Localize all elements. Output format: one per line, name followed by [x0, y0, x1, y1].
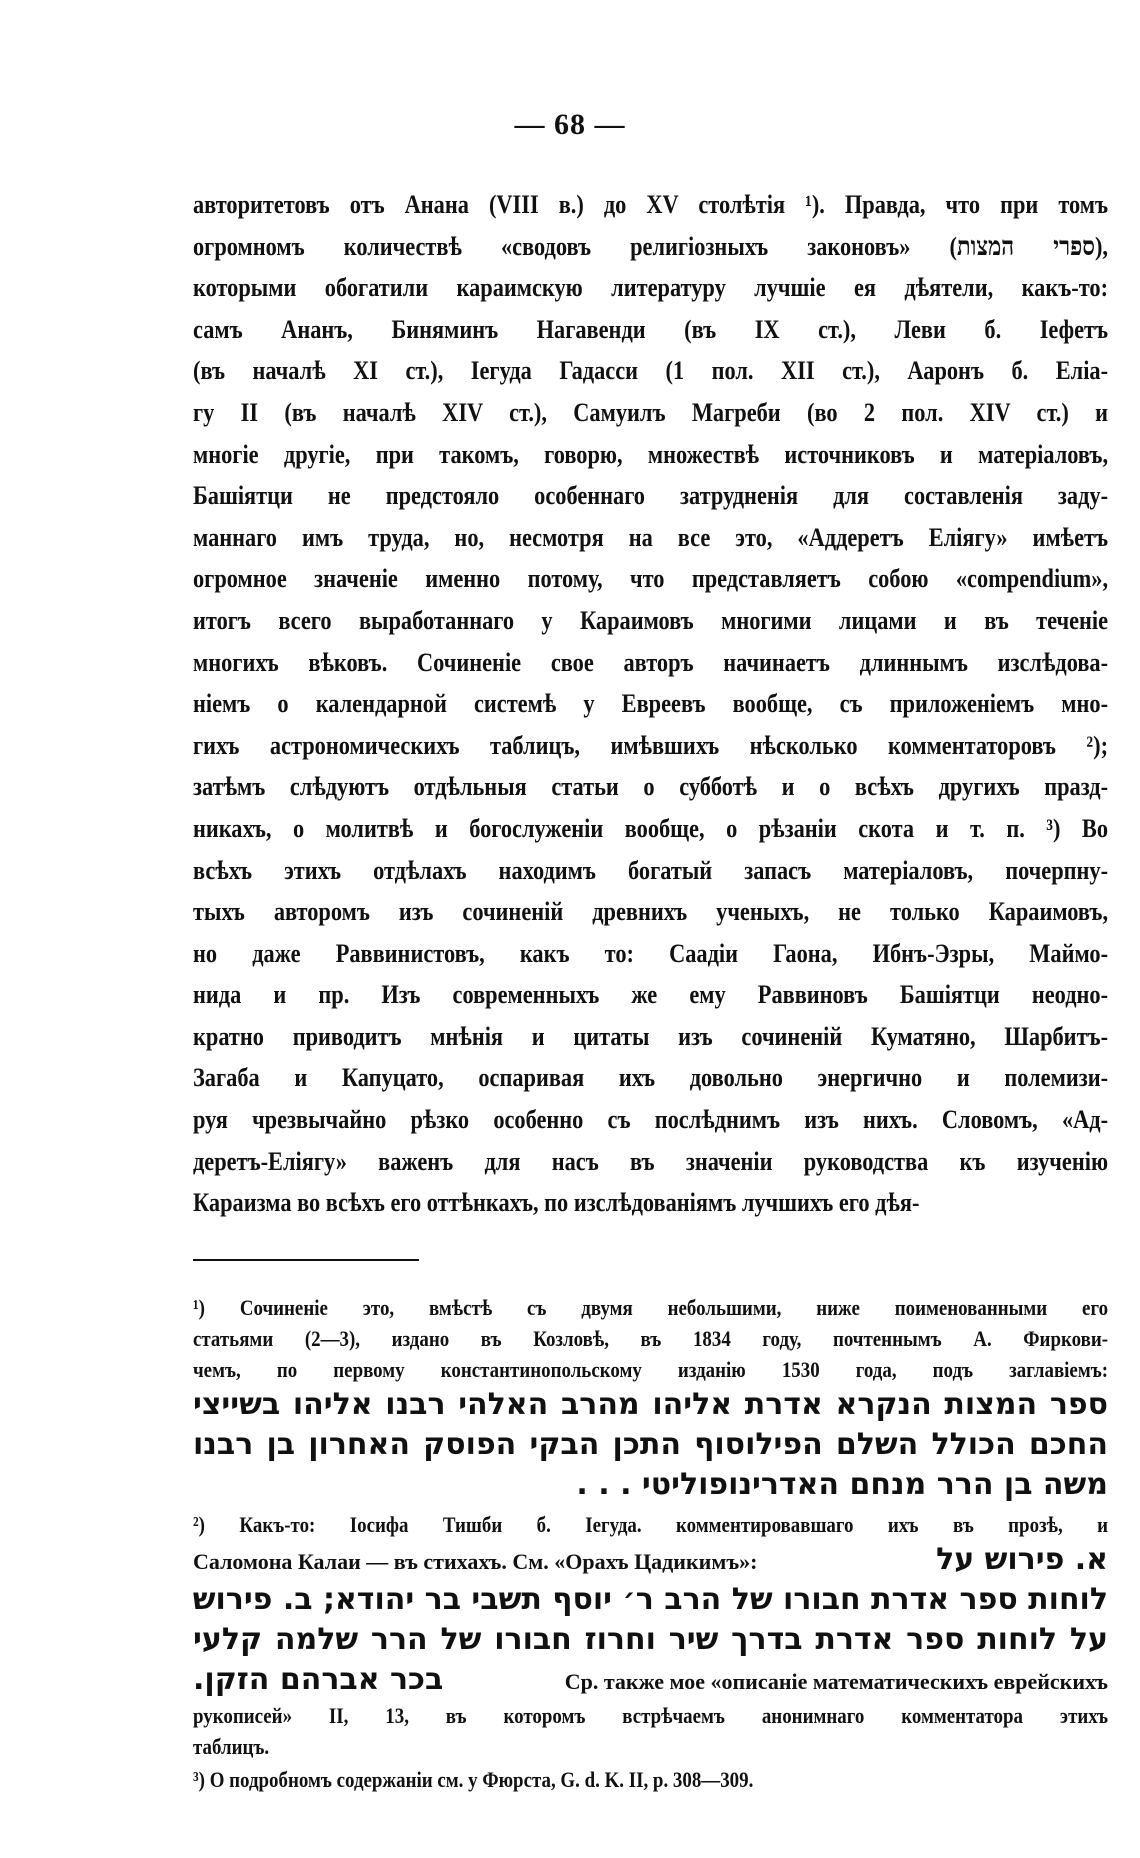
text-line: Башіятци не предстояло особеннаго затрудненія для составленія заду-: [193, 481, 1109, 511]
page-number: — 68 —: [514, 108, 626, 141]
footnote-1: [193, 1292, 1108, 1505]
text-line: затѣмъ слѣдуютъ отдѣльныя статьи о субботѣ и о всѣхъ другихъ празд-: [193, 772, 1109, 802]
text-line: деретъ-Еліягу» важенъ для насъ въ значеніи руководства къ изученію: [193, 1146, 1109, 1176]
hebrew-line: ספר המצות הנקרא אדרת אליהו מהרב האלהי רבנו אליהו בשייצי: [193, 1387, 1108, 1422]
hebrew-text: א. פירוש על: [936, 1542, 1108, 1577]
text-line: огромномъ количествѣ «сводовъ религіозныхъ законовъ» (ספרי המצות),: [193, 231, 1109, 261]
text-line: Караизма во всѣхъ его оттѣнкахъ, по изслѣдованіямъ лучшихъ его дѣя-: [193, 1188, 920, 1218]
text-line: Загаба и Капуцато, оспаривая ихъ довольно энергично и полемизи-: [193, 1063, 1109, 1093]
text-line: всѣхъ этихъ отдѣлахъ находимъ богатый запасъ матеріаловъ, почерпну-: [193, 855, 1109, 885]
footnote-line: таблицъ.: [193, 1734, 270, 1759]
footnote-2: [193, 1509, 1108, 1762]
footnote-text: Саломона Калаи — въ стихахъ. См. «Орахъ Цадикимъ»:: [193, 1549, 758, 1574]
hebrew-text: בכר אברהם הזקן.: [193, 1662, 444, 1697]
footnote-separator: [193, 1259, 419, 1261]
footnotes: [193, 1292, 1108, 1795]
footnote-text: Ср. также мое «описаніе математическихъ еврейскихъ: [564, 1669, 1108, 1694]
hebrew-line: משה בן הרר מנחם האדרינופוליטי . . .: [576, 1467, 1108, 1502]
hebrew-line: החכם הכולל השלם הפילוסוף התכן הבקי הפוסק האחרון בן רבנו: [193, 1427, 1108, 1462]
text-line: тыхъ авторомъ изъ сочиненій древнихъ ученыхъ, не только Караимовъ,: [193, 897, 1109, 927]
text-line: но даже Раввинистовъ, какъ то: Саадіи Гаона, Ибнъ-Эзры, Маймо-: [193, 938, 1109, 968]
text-line: авторитетовъ отъ Анана (VIII в.) до XV столѣтія ¹). Правда, что при томъ: [193, 190, 1109, 219]
footnote-line: ³) О подробномъ содержаніи см. у Фюрста, G. d. K. II, p. 308—309.: [193, 1767, 754, 1792]
text-line: огромное значеніе именно потому, что представляетъ собою «compendium»,: [193, 564, 1109, 594]
footnote-mixed-line: [193, 1660, 1108, 1700]
text-line: ніемъ о календарной системѣ у Евреевъ вообще, съ приложеніемъ мно-: [193, 689, 1109, 719]
footnote-line: статьями (2—3), издано въ Козловѣ, въ 1834 году, почтеннымъ А. Фиркови-: [193, 1326, 1109, 1351]
text-line: гу II (въ началѣ XIV ст.), Самуилъ Магреби (во 2 пол. XIV ст.) и: [193, 397, 1109, 427]
text-line: нида и пр. Изъ современныхъ же ему Раввиновъ Башіятци неодно-: [193, 980, 1109, 1010]
footnote-mixed-line: [193, 1540, 1108, 1580]
footnote-line: рукописей» II, 13, въ которомъ встрѣчаемъ анонимнаго комментатора этихъ: [193, 1703, 1109, 1728]
text-line: итогъ всего выработаннаго у Караимовъ многими лицами и въ теченіе: [193, 605, 1109, 635]
text-line: никахъ, о молитвѣ и богослуженіи вообще, о рѣзаніи скота и т. п. ³) Во: [193, 813, 1109, 843]
footnote-line: чемъ, по первому константинопольскому изданію 1530 года, подъ заглавіемъ:: [193, 1357, 1109, 1382]
text-line: гихъ астрономическихъ таблицъ, имѣвшихъ нѣсколько комментаторовъ ²);: [193, 730, 1109, 760]
text-line: руя чрезвычайно рѣзко особенно съ послѣднимъ изъ нихъ. Словомъ, «Ад-: [193, 1105, 1109, 1135]
main-text: [193, 184, 1108, 1224]
text-line: самъ Ананъ, Биняминъ Нагавенди (въ IX ст.), Леви б. Іефетъ: [193, 314, 1109, 344]
hebrew-line: על לוחות ספר אדרת בדרך שיר וחרוז חבורו של הרר שלמה קלעי: [193, 1622, 1108, 1657]
text-line: кратно приводитъ мнѣнія и цитаты изъ сочиненій Куматяно, Шарбитъ-: [193, 1021, 1109, 1051]
footnote-line: ²) Какъ-то: Іосифа Тишби б. Іегуда. комментировавшаго ихъ въ прозѣ, и: [193, 1512, 1109, 1537]
text-line: многіе другіе, при такомъ, говорю, множествѣ источниковъ и матеріаловъ,: [193, 439, 1109, 469]
text-line: маннаго имъ труда, но, несмотря на все это, «Аддеретъ Еліягу» имѣетъ: [193, 522, 1109, 552]
footnote-line: ¹) Сочиненіе это, вмѣстѣ съ двумя небольшими, ниже поименованными его: [193, 1295, 1109, 1320]
text-line: многихъ вѣковъ. Сочиненіе свое авторъ начинаетъ длиннымъ изслѣдова-: [193, 647, 1109, 677]
hebrew-line: לוחות ספר אדרת חבורו של הרב ר׳ יוסף תשבי בר יהודא; ב. פירוש: [192, 1582, 1108, 1617]
text-line: которыми обогатили караимскую литературу лучшіе ея дѣятели, какъ-то:: [193, 273, 1109, 303]
footnote-3: [193, 1764, 1108, 1795]
text-line: (въ началѣ XI ст.), Іегуда Гадасси (1 пол. XII ст.), Ааронъ б. Еліа-: [193, 356, 1109, 386]
